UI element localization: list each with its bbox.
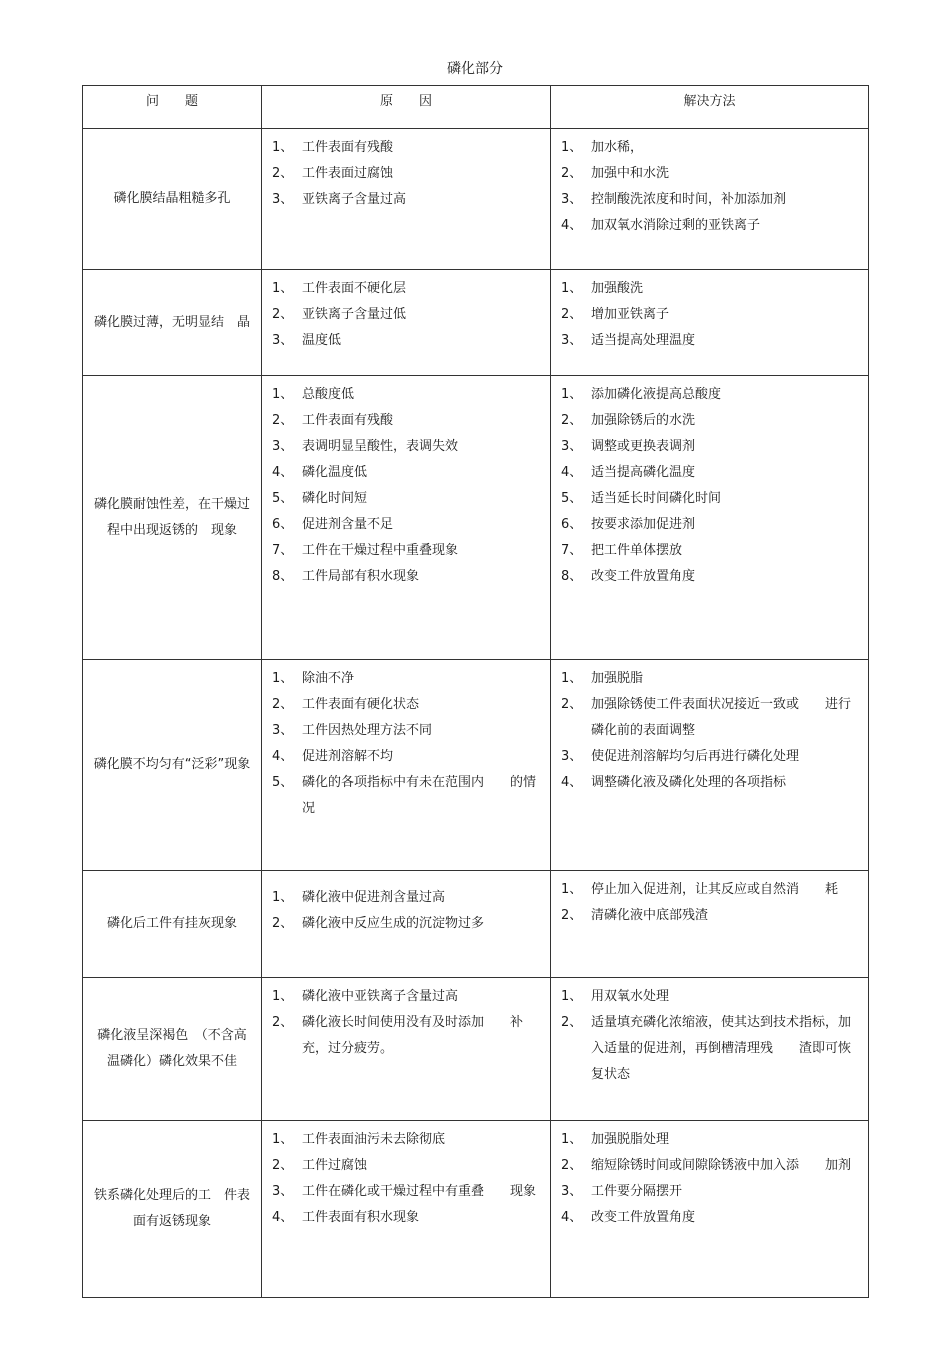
solution-item-number: 2、 bbox=[561, 1158, 583, 1173]
cause-item bbox=[272, 382, 544, 408]
header-solution: 解决方法 bbox=[551, 86, 869, 129]
solution-item-text: 停止加入促进剂，让其反应或自然消 耗 bbox=[591, 882, 839, 897]
solution-item bbox=[561, 903, 862, 929]
cause-item bbox=[272, 1179, 544, 1205]
cause-item-text: 工件表面有硬化状态 bbox=[302, 697, 420, 712]
solution-list bbox=[551, 1121, 868, 1231]
solution-item-text: 改变工件放置角度 bbox=[591, 569, 696, 584]
cause-item-text: 除油不净 bbox=[302, 671, 355, 686]
cause-item bbox=[272, 1127, 544, 1153]
cause-item-text: 工件表面不硬化层 bbox=[302, 281, 407, 296]
solution-item-number: 4、 bbox=[561, 218, 583, 233]
solution-item bbox=[561, 276, 862, 302]
cause-item-number: 1、 bbox=[272, 671, 294, 686]
solution-item bbox=[561, 302, 862, 328]
cause-item-text: 磷化液长时间使用没有及时添加 补充，过分疲劳。 bbox=[302, 1015, 524, 1056]
cause-list bbox=[262, 660, 550, 822]
cause-cell bbox=[262, 978, 551, 1121]
table-row bbox=[83, 1121, 869, 1298]
solution-item bbox=[561, 434, 862, 460]
cause-item-number: 4、 bbox=[272, 1210, 294, 1225]
solution-cell bbox=[551, 660, 869, 871]
solution-item bbox=[561, 1010, 862, 1088]
cause-item-text: 磷化液中促进剂含量过高 bbox=[302, 890, 446, 905]
cause-item bbox=[272, 161, 544, 187]
solution-item-number: 1、 bbox=[561, 281, 583, 296]
solution-item-number: 3、 bbox=[561, 749, 583, 764]
problem-cell: 铁系磷化处理后的工 件表面有返锈现象 bbox=[83, 1121, 262, 1298]
cause-item bbox=[272, 302, 544, 328]
solution-cell bbox=[551, 129, 869, 270]
cause-item bbox=[272, 187, 544, 213]
solution-item-number: 2、 bbox=[561, 413, 583, 428]
solution-item-text: 清磷化液中底部残渣 bbox=[591, 908, 709, 923]
solution-item bbox=[561, 213, 862, 239]
solution-item-number: 2、 bbox=[561, 307, 583, 322]
cause-item-number: 2、 bbox=[272, 307, 294, 322]
solution-item-text: 工件要分隔摆开 bbox=[591, 1184, 683, 1199]
cause-item-number: 2、 bbox=[272, 413, 294, 428]
solution-item-text: 加强中和水洗 bbox=[591, 166, 670, 181]
solution-item bbox=[561, 564, 862, 590]
cause-item-number: 8、 bbox=[272, 569, 294, 584]
solution-item-number: 1、 bbox=[561, 882, 583, 897]
solution-item-text: 调整或更换表调剂 bbox=[591, 439, 696, 454]
solution-item-text: 适当延长时间磷化时间 bbox=[591, 491, 722, 506]
solution-item bbox=[561, 328, 862, 354]
cause-item bbox=[272, 460, 544, 486]
solution-item-text: 增加亚铁离子 bbox=[591, 307, 670, 322]
solution-list bbox=[551, 376, 868, 590]
solution-item-text: 加双氧水消除过剩的亚铁离子 bbox=[591, 218, 761, 233]
solution-item-number: 3、 bbox=[561, 439, 583, 454]
cause-item-number: 6、 bbox=[272, 517, 294, 532]
solution-item bbox=[561, 1153, 862, 1179]
solution-item-text: 使促进剂溶解均匀后再进行磷化处理 bbox=[591, 749, 800, 764]
cause-list bbox=[262, 1121, 550, 1231]
cause-item-number: 2、 bbox=[272, 916, 294, 931]
solution-item-number: 8、 bbox=[561, 569, 583, 584]
table-row bbox=[83, 270, 869, 376]
cause-item bbox=[272, 911, 544, 937]
solution-list bbox=[551, 871, 868, 929]
solution-item bbox=[561, 666, 862, 692]
cause-item-text: 亚铁离子含量过高 bbox=[302, 192, 407, 207]
solution-item-text: 适量填充磷化浓缩液，使其达到技术指标，加入适量的促进剂，再倒槽清理残 渣即可恢复状态 bbox=[591, 1015, 852, 1082]
solution-item-text: 适当提高处理温度 bbox=[591, 333, 696, 348]
solution-item-number: 4、 bbox=[561, 465, 583, 480]
table-header-row bbox=[83, 86, 869, 129]
solution-list bbox=[551, 270, 868, 354]
solution-item bbox=[561, 770, 862, 796]
solution-item-text: 加强除锈使工件表面状况接近一致或 进行磷化前的表面调整 bbox=[591, 697, 852, 738]
solution-item bbox=[561, 877, 862, 903]
cause-item bbox=[272, 328, 544, 354]
cause-item-text: 工件表面有残酸 bbox=[302, 140, 394, 155]
cause-item-number: 4、 bbox=[272, 465, 294, 480]
document-title: 磷化部分 bbox=[447, 61, 503, 77]
cause-item-number: 3、 bbox=[272, 333, 294, 348]
cause-item-text: 表调明显呈酸性，表调失效 bbox=[302, 439, 459, 454]
header-problem: 问 题 bbox=[83, 86, 262, 129]
solution-item-number: 4、 bbox=[561, 775, 583, 790]
solution-item bbox=[561, 187, 862, 213]
solution-item bbox=[561, 744, 862, 770]
cause-item-text: 工件表面有残酸 bbox=[302, 413, 394, 428]
solution-item-text: 调整磷化液及磷化处理的各项指标 bbox=[591, 775, 787, 790]
cause-item-number: 5、 bbox=[272, 491, 294, 506]
solution-item-text: 加强酸洗 bbox=[591, 281, 644, 296]
solution-item bbox=[561, 1179, 862, 1205]
cause-item bbox=[272, 564, 544, 590]
cause-item-text: 工件表面过腐蚀 bbox=[302, 166, 394, 181]
cause-item-number: 2、 bbox=[272, 1015, 294, 1030]
problem-cell: 磷化后工件有挂灰现象 bbox=[83, 871, 262, 978]
cause-item-number: 2、 bbox=[272, 697, 294, 712]
table-row bbox=[83, 871, 869, 978]
cause-list bbox=[262, 129, 550, 213]
solution-item-text: 加强除锈后的水洗 bbox=[591, 413, 696, 428]
cause-list bbox=[262, 978, 550, 1062]
cause-item bbox=[272, 538, 544, 564]
cause-item-number: 3、 bbox=[272, 1184, 294, 1199]
table-row bbox=[83, 660, 869, 871]
solution-item bbox=[561, 486, 862, 512]
table-row bbox=[83, 129, 869, 270]
solution-item-number: 3、 bbox=[561, 1184, 583, 1199]
cause-item-number: 1、 bbox=[272, 387, 294, 402]
cause-item bbox=[272, 276, 544, 302]
cause-cell bbox=[262, 129, 551, 270]
solution-list bbox=[551, 129, 868, 239]
solution-item-number: 2、 bbox=[561, 166, 583, 181]
cause-item bbox=[272, 744, 544, 770]
cause-item-text: 促进剂溶解不均 bbox=[302, 749, 394, 764]
cause-item-number: 4、 bbox=[272, 749, 294, 764]
solution-item bbox=[561, 161, 862, 187]
solution-item-number: 3、 bbox=[561, 333, 583, 348]
solution-item bbox=[561, 135, 862, 161]
solution-item bbox=[561, 512, 862, 538]
cause-item bbox=[272, 692, 544, 718]
cause-item-text: 工件因热处理方法不同 bbox=[302, 723, 433, 738]
cause-item bbox=[272, 434, 544, 460]
solution-cell bbox=[551, 978, 869, 1121]
solution-item bbox=[561, 1205, 862, 1231]
cause-item bbox=[272, 512, 544, 538]
solution-item-text: 用双氧水处理 bbox=[591, 989, 670, 1004]
solution-item-text: 控制酸洗浓度和时间，补加添加剂 bbox=[591, 192, 787, 207]
cause-item bbox=[272, 135, 544, 161]
cause-cell bbox=[262, 270, 551, 376]
problem-cell: 磷化膜结晶粗糙多孔 bbox=[83, 129, 262, 270]
cause-item-text: 磷化的各项指标中有未在范围内 的情况 bbox=[302, 775, 537, 816]
cause-item bbox=[272, 1153, 544, 1179]
cause-item-text: 促进剂含量不足 bbox=[302, 517, 394, 532]
cause-item bbox=[272, 486, 544, 512]
cause-list bbox=[262, 376, 550, 590]
solution-item-number: 1、 bbox=[561, 989, 583, 1004]
cause-item-number: 1、 bbox=[272, 890, 294, 905]
solution-item-number: 4、 bbox=[561, 1210, 583, 1225]
cause-item-text: 工件在干燥过程中重叠现象 bbox=[302, 543, 459, 558]
cause-item bbox=[272, 1205, 544, 1231]
cause-item-number: 3、 bbox=[272, 723, 294, 738]
solution-item-text: 加强脱脂处理 bbox=[591, 1132, 670, 1147]
cause-item-text: 磷化温度低 bbox=[302, 465, 368, 480]
table-row bbox=[83, 376, 869, 660]
cause-item-number: 1、 bbox=[272, 1132, 294, 1147]
cause-item-number: 2、 bbox=[272, 1158, 294, 1173]
cause-item bbox=[272, 984, 544, 1010]
cause-item-text: 工件表面有积水现象 bbox=[302, 1210, 420, 1225]
cause-item-text: 工件在磷化或干燥过程中有重叠 现象 bbox=[302, 1184, 537, 1199]
header-cause: 原 因 bbox=[262, 86, 551, 129]
cause-cell bbox=[262, 871, 551, 978]
problem-cell: 磷化膜过薄，无明显结 晶 bbox=[83, 270, 262, 376]
solution-item bbox=[561, 1127, 862, 1153]
cause-item bbox=[272, 770, 544, 822]
problem-cell: 磷化膜不均匀有“泛彩”现象 bbox=[83, 660, 262, 871]
cause-item-number: 3、 bbox=[272, 439, 294, 454]
cause-item-text: 磷化时间短 bbox=[302, 491, 368, 506]
cause-item-number: 1、 bbox=[272, 281, 294, 296]
solution-item-text: 按要求添加促进剂 bbox=[591, 517, 696, 532]
solution-item-number: 7、 bbox=[561, 543, 583, 558]
cause-item-number: 7、 bbox=[272, 543, 294, 558]
solution-cell bbox=[551, 270, 869, 376]
solution-cell bbox=[551, 871, 869, 978]
solution-list bbox=[551, 978, 868, 1088]
cause-item bbox=[272, 718, 544, 744]
solution-item-number: 2、 bbox=[561, 908, 583, 923]
cause-item-number: 1、 bbox=[272, 140, 294, 155]
cause-cell bbox=[262, 1121, 551, 1298]
solution-item bbox=[561, 984, 862, 1010]
solution-item-text: 适当提高磷化温度 bbox=[591, 465, 696, 480]
solution-item bbox=[561, 692, 862, 744]
solution-list bbox=[551, 660, 868, 796]
cause-item-text: 工件过腐蚀 bbox=[302, 1158, 368, 1173]
cause-item-text: 工件局部有积水现象 bbox=[302, 569, 420, 584]
cause-list bbox=[262, 270, 550, 354]
cause-item-text: 工件表面油污未去除彻底 bbox=[302, 1132, 446, 1147]
solution-item-number: 1、 bbox=[561, 1132, 583, 1147]
solution-cell bbox=[551, 376, 869, 660]
solution-item bbox=[561, 460, 862, 486]
cause-item-number: 1、 bbox=[272, 989, 294, 1004]
solution-item-text: 改变工件放置角度 bbox=[591, 1210, 696, 1225]
cause-item-text: 磷化液中反应生成的沉淀物过多 bbox=[302, 916, 485, 931]
solution-item bbox=[561, 538, 862, 564]
solution-item-text: 加水稀， bbox=[591, 140, 644, 155]
cause-item-number: 3、 bbox=[272, 192, 294, 207]
solution-item-number: 6、 bbox=[561, 517, 583, 532]
solution-item-number: 2、 bbox=[561, 1015, 583, 1030]
cause-cell bbox=[262, 376, 551, 660]
cause-item bbox=[272, 885, 544, 911]
cause-item bbox=[272, 1010, 544, 1062]
solution-item-text: 把工件单体摆放 bbox=[591, 543, 683, 558]
solution-item-number: 3、 bbox=[561, 192, 583, 207]
cause-cell bbox=[262, 660, 551, 871]
solution-item-number: 1、 bbox=[561, 671, 583, 686]
cause-item-text: 亚铁离子含量过低 bbox=[302, 307, 407, 322]
cause-item-text: 总酸度低 bbox=[302, 387, 355, 402]
cause-item-number: 5、 bbox=[272, 775, 294, 790]
solution-item-text: 加强脱脂 bbox=[591, 671, 644, 686]
table-row bbox=[83, 978, 869, 1121]
cause-list bbox=[262, 871, 550, 937]
cause-item-number: 2、 bbox=[272, 166, 294, 181]
cause-item bbox=[272, 666, 544, 692]
cause-item-text: 磷化液中亚铁离子含量过高 bbox=[302, 989, 459, 1004]
solution-item-number: 2、 bbox=[561, 697, 583, 712]
phosphating-table bbox=[82, 85, 869, 1298]
solution-item-text: 添加磷化液提高总酸度 bbox=[591, 387, 722, 402]
solution-item bbox=[561, 408, 862, 434]
cause-item bbox=[272, 408, 544, 434]
problem-cell: 磷化液呈深褐色 （不含高温磷化）磷化效果不佳 bbox=[83, 978, 262, 1121]
solution-item-number: 1、 bbox=[561, 387, 583, 402]
solution-item-text: 缩短除锈时间或间隙除锈液中加入添 加剂 bbox=[591, 1158, 852, 1173]
problem-cell: 磷化膜耐蚀性差，在干燥过程中出现返锈的 现象 bbox=[83, 376, 262, 660]
solution-cell bbox=[551, 1121, 869, 1298]
solution-item-number: 5、 bbox=[561, 491, 583, 506]
solution-item-number: 1、 bbox=[561, 140, 583, 155]
solution-item bbox=[561, 382, 862, 408]
cause-item-text: 温度低 bbox=[302, 333, 342, 348]
